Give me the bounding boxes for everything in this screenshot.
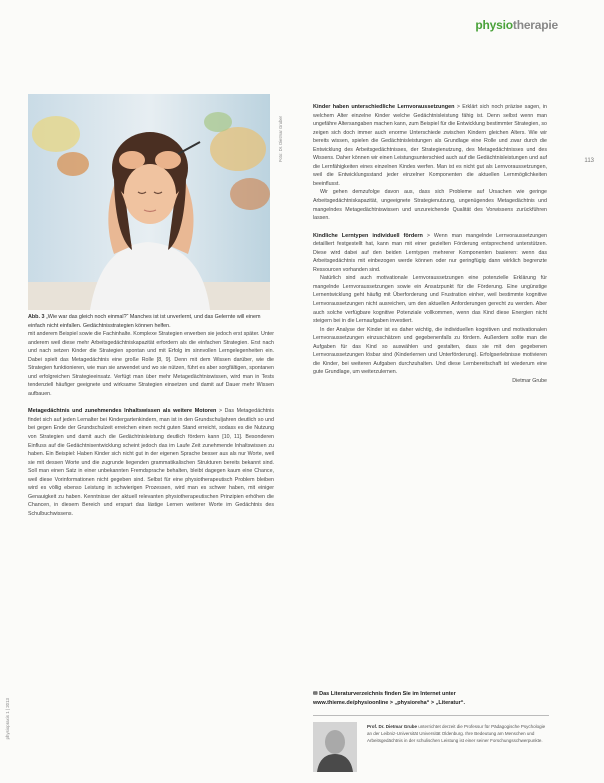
- brand-part-physio: physio: [475, 18, 513, 32]
- author-description: unterrichtet derzeit die Professur für Pädagogische Psychologie an der Leibniz-Universität Universität Oldenburg. Ihre Bedeutung am Menschen und Arbeitsgedächtnis in der schulischen Leistung ist einer seiner Forschungsschwerpunkte.: [367, 724, 546, 744]
- caption-text: „Wie war das gleich noch einmal?“ Manches ist ist unverlernt, und das Gelernte will einem einfach nicht einfallen. Gedächtnisstrategien können helfen.: [28, 314, 261, 329]
- child-photo: [28, 94, 270, 310]
- left-paragraph-2: > Das Metagedächtnis findet sich auf jeden Lernalter bei Kindergartenkindern, man ist in den Grundschuljahren deutlich so und bei gegen Ende der Grundschulzeit erreichen einen recht guten Stand erreicht, sodass es die Nutzung von Strategien und damit auch die Gedächtnisleistung deutlich fördern kann [10, 11]. Besonderen Einfluss auf die Gedächtnisentwicklung scheint jedoch das im Laufe Zeit zunehmende Inhaltswissen zu haben. Ein Beispiel: Haben Kinder sich nicht gut in der eigenen Sprache besser aus als nur Worte, weil sie mit dessen Worte und die zugrunde liegenden grammatikalischen Strukturen bereits bekannt sind. Soll man einen Satz in einer unbekannten Fremdsprache behalten, bleibt dagegen kaum eine Chance, weil diese Vorinformationen nicht gegeben sind. Selbst für eine physiotherapeutisch Problem bleiben wird es völlig ebenso Leistung in schwierigen Prozessen, wird man es schwer haben, mit einiger Genauigkeit zu haben. Kenntnisse der aktuell relevanten physiotherapeutischen Prinzipien erhöhen die Chancen, in diesem Bereich und erspart das lästige Lernen weiterer Worte im Gedächtnis des Schulbuchwissens.: [28, 408, 274, 517]
- literature-note: [313, 690, 549, 708]
- literature-icon: ✉: [313, 691, 320, 697]
- left-paragraph-1: mit anderem Beispiel sowie die Fachinhalte. Komplexe Strategien erwerben sie jedoch erst später. Unter anderem weil diese mehr Arbeitsgedächtniskapazität erfordern als die einfachen Strategien. Erst nach und nach setzen Kinder die Strategien spontan und mit Erfolg im sinnvollen Lerngelegenheiten ein. Dabei spielt das Metagedächtnis eine große Rolle [8, 9]. Denn mit dem Wissen darüber, wie die Strategien funktionieren, wie man sie anwendet und wo sie nützen, führt es aber sorgfältigen, spontanen und erfolgreichen Strategieeinsatz. Verfügt man über mehr Metagedächtniswissen, wird man in Tests tendenziell häufiger geeignete und wirksame Strategien einsetzen und damit auf Dauer mehr Wissen aufbauen.: [28, 331, 274, 397]
- author-bio: [367, 723, 547, 745]
- page-number: 113: [584, 158, 594, 164]
- literature-line-1: Das Literaturverzeichnis finden Sie im Internet unter: [319, 691, 456, 697]
- author-box: [313, 715, 549, 775]
- child-photo-illustration: [28, 94, 270, 310]
- right-paragraph-2: Wir gehen demzufolge davon aus, dass sich Probleme auf Ursachen wie geringe Arbeitsgedächtniskapazität, ungeeignete Strategienutzung, ungenügendes Metagedächtnis und mangelndes Metagedächtniswissen und unzureichende Qualität des Vorwissens zurückführen lassen.: [313, 189, 547, 222]
- right-heading-learning-types: Kindliche Lerntypen individuell fördern: [313, 232, 423, 239]
- photo-credit: Foto: Dr. Dietmar Gruber: [278, 115, 283, 162]
- right-paragraph-1: > Erklärt sich noch präzise sagen, in welchem Alter einzelne Kinder welche Gedächtnisleistung fähig ist. Denn selbst wenn man ungefähre Altersangaben machen kann, zum Beispiel für die Entwicklung bestimmter Strategien, so zeigen sich doch immer auch enorme Unterschiede zwischen Kindern gleichen Alters. Wie wir bereits wissen, spielen die Gedächtnisleistungen als Grundlage eine Rolle und zwar durch die Entwicklung des Arbeitsgedächtnisses, der Strategienutzung, des Metagedächtnisses und des Wissens. Daher können wir einen Leistungsunterschied auch auf die Gedächtnisleistungen und auf die Lernfähigkeiten eines einzelnen Kindes werfen. Man ist es nicht gut als Lernvoraussetzungen, weil die Entwicklungsstand jeder einzelner Komponenten die aktuellen Lernmöglichkeiten beeinflusst.: [313, 104, 547, 187]
- right-paragraph-3: > Wenn man mangelnde Lernvoraussetzungen detailliert festgestellt hat, kann man mit einer gezielten Förderung entsprechend unterstützen. Diese wird dabei auf den beiden Lerntypen mehrerer Komponenten basieren: wenn das Arbeitsgedächtnis mit einbezogen werde können oder nur geringfügig dann wirklich begrenzte Ressourcen vorhanden sind.: [313, 232, 547, 273]
- author-portrait: [313, 722, 357, 772]
- figure-caption: [28, 313, 274, 331]
- right-paragraph-4: Natürlich sind auch motivationale Lernvoraussetzungen eine potenzielle Erklärung für mangelnde Lernvoraussetzungen sowie ein Ansatzpunkt für die Förderung. Eine ungünstige Lernentwicklung geht häufig mit Überforderung und Frustration einher, weil bestimmte kognitive Lernvoraussetzungen nicht ausreichen, um den aktuellen Anforderungen gerecht zu werden. Aber auch solche verfügbare kognitive Potenziale vollkommen, wenn das Kind diese Energien nicht steigern bei in die Lernaufgaben investiert.: [313, 275, 547, 325]
- author-name: Prof. Dr. Dietmar Grube: [367, 724, 418, 729]
- left-heading-memory: Metagedächtnis und zunehmendes Inhaltswissen als weitere Motoren: [28, 408, 217, 415]
- caption-label: Abb. 3: [28, 314, 45, 320]
- issue-footer: physiopraxis 1 | 2013: [5, 698, 10, 740]
- left-column: [28, 330, 274, 518]
- right-heading-prerequisites: Kinder haben unterschiedliche Lernvoraussetzungen: [313, 104, 455, 110]
- right-paragraph-5: In der Analyse der Kinder ist es daher wichtig, die individuellen kognitiven und motivationalen Lernvoraussetzungen einzuschätzen und gegebenenfalls zu fördern. Außerdem sollte man die Aufgaben für das Kind so auswählen und gestalten, dass sie mit den gegebenen Lernvoraussetzungen lösbar sind (Kinderlernen und Unterförderung). Erfolgserlebnisse motivieren die Kinder, bei weiteren Aufgaben durchzuhalten. Und diese Lernbereitschaft ist wiederum eine gute Grundlage, um weiterzulernen.: [313, 326, 547, 376]
- brand-part-therapie: therapie: [512, 18, 558, 32]
- literature-link[interactable]: www.thieme.de/physioonline > „physioreha“ > „Literatur“.: [313, 700, 465, 706]
- magazine-brand: [475, 18, 558, 32]
- right-column: [313, 103, 547, 386]
- author-signature: Dietmar Grube: [512, 377, 547, 384]
